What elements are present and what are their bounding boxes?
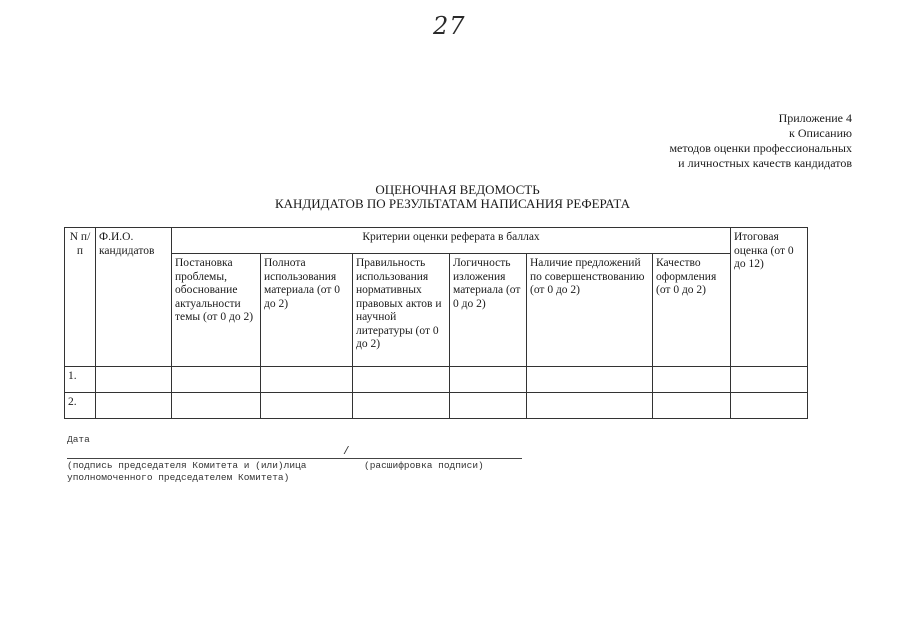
- evaluation-table: [64, 227, 808, 419]
- appendix-line: методов оценки профессиональных: [669, 141, 852, 155]
- empty-cell: [450, 393, 527, 419]
- criterion-problem-statement: Постановка проблемы, обоснование актуальности темы (от 0 до 2): [172, 254, 261, 367]
- criterion-material-completeness: Полнота использования материала (от 0 до 2): [261, 254, 353, 367]
- appendix-line: к Описанию: [789, 126, 852, 140]
- signature-caption-right: (расшифровка подписи): [364, 460, 484, 471]
- criterion-improvement-proposals: Наличие предложений по совершенствованию (от 0 до 2): [527, 254, 653, 367]
- document-title: [0, 183, 905, 211]
- title-line: КАНДИДАТОВ ПО РЕЗУЛЬТАТАМ НАПИСАНИЯ РЕФЕРАТА: [274, 196, 631, 211]
- date-label: Дата: [67, 434, 90, 445]
- empty-cell: [353, 393, 450, 419]
- empty-cell: [261, 367, 353, 393]
- empty-cell: [96, 393, 172, 419]
- title-line: ОЦЕНОЧНАЯ ВЕДОМОСТЬ: [375, 182, 540, 197]
- criterion-formatting-quality: Качество оформления (от 0 до 2): [653, 254, 731, 367]
- empty-cell: [527, 367, 653, 393]
- header-number: N п/п: [65, 228, 96, 367]
- row-number: 2.: [65, 393, 96, 419]
- signature-line: [67, 458, 522, 459]
- criterion-legal-acts-usage: Правильность использования нормативных правовых актов и научной литературы (от 0 до 2): [353, 254, 450, 367]
- empty-cell: [653, 393, 731, 419]
- empty-cell: [731, 393, 808, 419]
- signature-caption-left: [67, 460, 306, 484]
- header-criteria: Критерии оценки реферата в баллах: [172, 228, 731, 254]
- table-row: [65, 367, 808, 393]
- appendix-note: [669, 111, 852, 171]
- appendix-line: Приложение 4: [778, 111, 852, 125]
- empty-cell: [731, 367, 808, 393]
- criterion-logical-presentation: Логичность изложения материала (от 0 до 2): [450, 254, 527, 367]
- appendix-line: и личностных качеств кандидатов: [678, 156, 852, 170]
- empty-cell: [450, 367, 527, 393]
- empty-cell: [353, 367, 450, 393]
- caption-line: уполномоченного председателем Комитета): [67, 472, 290, 483]
- signature-separator: /: [343, 446, 350, 458]
- table-row: [65, 393, 808, 419]
- empty-cell: [527, 393, 653, 419]
- empty-cell: [96, 367, 172, 393]
- empty-cell: [172, 367, 261, 393]
- header-total-score: Итоговая оценка (от 0 до 12): [731, 228, 808, 367]
- empty-cell: [653, 367, 731, 393]
- empty-cell: [172, 393, 261, 419]
- caption-line: (подпись председателя Комитета и (или)лица: [67, 460, 307, 471]
- row-number: 1.: [65, 367, 96, 393]
- header-candidate-name: Ф.И.О. кандидатов: [96, 228, 172, 367]
- handwritten-page-number: 27: [433, 12, 466, 40]
- empty-cell: [261, 393, 353, 419]
